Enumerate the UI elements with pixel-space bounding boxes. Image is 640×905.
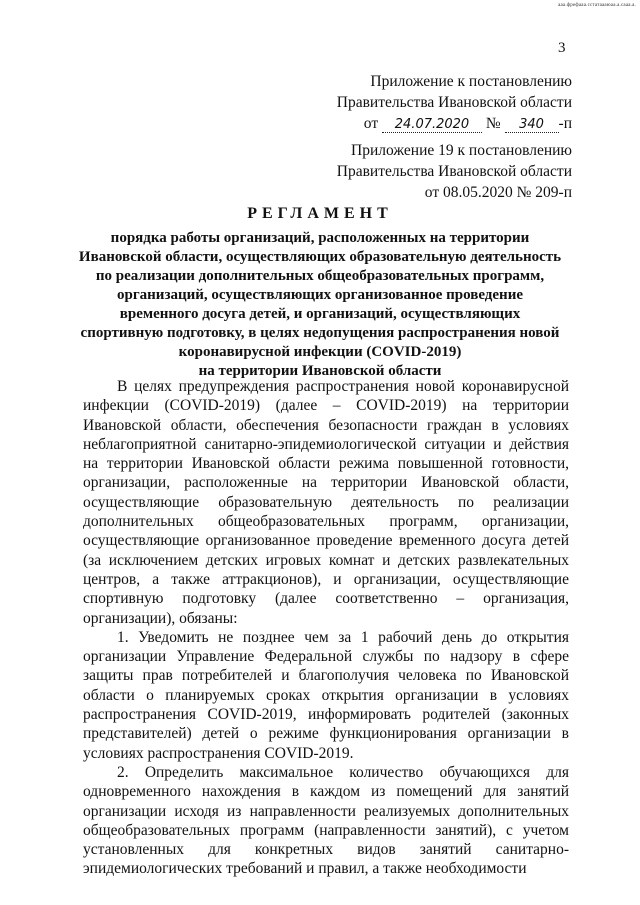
body-paragraph-intro: В целях предупреждения распространения новой коронавирусной инфекции (COVID-2019) (далее – COVID-2019) на территории Ивановской области, обеспечения безопасности граждан в условиях неблагоприятной санитарно-эпидемиологической ситуации и действия на территории Ивановской области режима повышенной готовности, организации, расположенные на территории Ивановской области, осуществляющие образовательную деятельность по реализации дополнительных общеобразовательных программ, организации, осуществляющие организованное проведение временного досуга детей (за исключением детских игровых комнат и детских развлекательных центров, а также аттракционов), и организации, осуществляющие спортивную подготовку (далее соответственно – организация, организации), обязаны: — [83, 378, 569, 627]
subtitle-line: организаций, осуществляющих организованное проведение — [117, 287, 523, 303]
subtitle-line: временного досуга детей, и организаций, осуществляющих — [119, 306, 521, 322]
appendix-original-block — [337, 140, 572, 203]
document-subtitle — [70, 229, 570, 381]
document-title: РЕГЛАМЕНТ — [247, 205, 393, 222]
scan-mark: ааа.фрефааа.сстатаааюаа.а.сааа.а. — [558, 3, 636, 8]
subtitle-line: Ивановской области, осуществляющих образовательную деятельность — [78, 249, 562, 265]
subtitle-line: по реализации дополнительных общеобразовательных программ, — [95, 268, 545, 284]
number-label: № — [485, 115, 501, 132]
subtitle-line: порядка работы организаций, расположенных на территории — [110, 230, 530, 246]
handwritten-number: 340 — [505, 114, 559, 135]
subtitle-line: спортивную подготовку, в целях недопущения распространения новой — [80, 325, 560, 341]
subtitle-line: коронавирусной инфекции (COVID-2019) — [178, 344, 462, 360]
appendix-current-line1: Приложение к постановлению — [370, 73, 572, 90]
document-body — [83, 377, 569, 879]
appendix-current-line2: Правительства Ивановской области — [336, 94, 572, 111]
handwritten-date: 24.07.2020 — [382, 114, 482, 135]
subtitle-line: на территории Ивановской области — [198, 363, 442, 379]
appendix-original-line3: от 08.05.2020 № 209-п — [424, 184, 572, 201]
body-paragraph-item-2: 2. Определить максимальное количество обучающихся для одновременного нахождения в каждом из помещений для занятий организации исходя из направленности реализуемых дополнительных общеобразовательных программ (направленности занятий), с учетом установленных для конкретных видов занятий санитарно-эпидемиологических требований и правил, а также необходимости — [83, 763, 569, 878]
appendix-original-line2: Правительства Ивановской области — [336, 163, 572, 180]
appendix-current-date-line — [337, 113, 572, 135]
appendix-original-line1: Приложение 19 к постановлению — [351, 142, 572, 159]
body-paragraph-item-1: 1. Уведомить не позднее чем за 1 рабочий день до открытия организации Управление Федеральной службы по надзору в сфере защиты прав потребителей и благополучия человека по Ивановской области о планируемых сроках открытия организации в условиях распространения COVID-2019, информировать родителей (законных представителей) детей о режиме функционирования организации в условиях распространения COVID-2019. — [83, 628, 569, 762]
from-label: от — [363, 115, 379, 132]
page-number: 3 — [558, 40, 566, 56]
number-suffix: -п — [558, 115, 572, 132]
appendix-current-block — [337, 71, 572, 135]
